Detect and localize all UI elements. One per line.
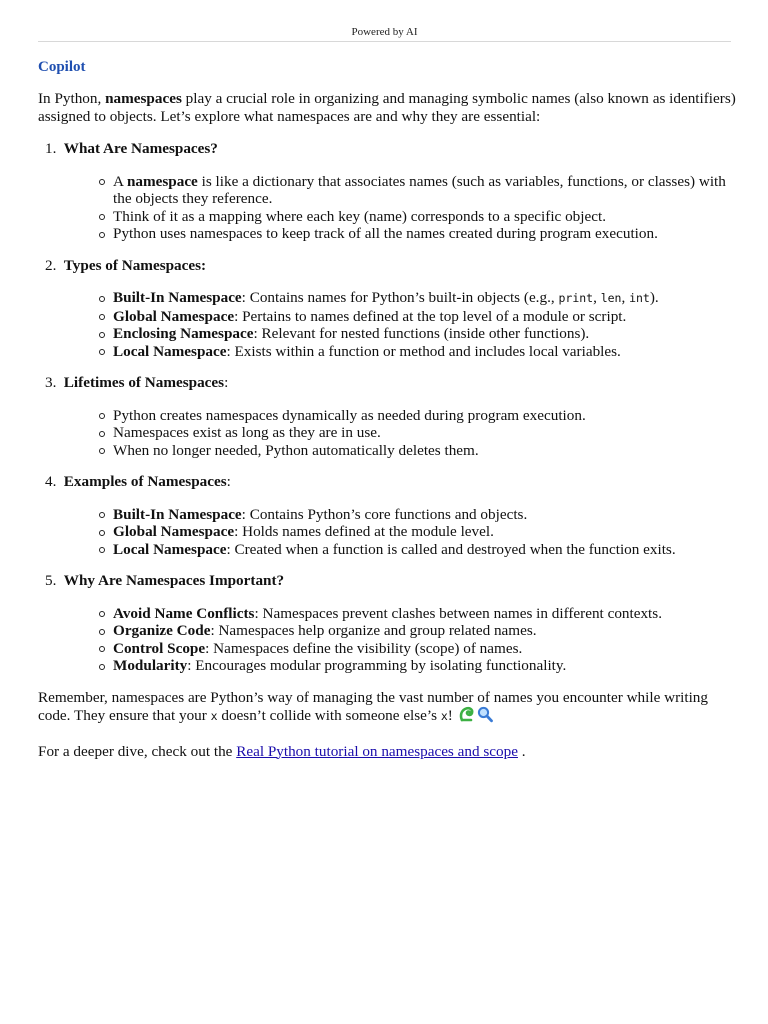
bullet-list <box>38 407 738 460</box>
bullet-text: : Contains Python’s core functions and objects. <box>241 505 528 523</box>
bullet-text: Think of it as a mapping where each key (name) corresponds to a specific object. <box>113 207 606 225</box>
bullet-text: : Holds names defined at the module level. <box>234 523 494 540</box>
bullet-term: Organize Code <box>113 622 211 639</box>
bullet-term: Local Namespace <box>113 540 227 558</box>
bullet-prefix: A <box>113 172 127 190</box>
intro-text: In Python, <box>38 90 106 107</box>
bullet-list <box>38 173 738 243</box>
response-body <box>38 58 738 775</box>
bullet-item <box>113 506 738 524</box>
powered-by-label: Powered by AI <box>351 26 418 38</box>
bullet-item <box>113 640 738 658</box>
bullet-item <box>113 657 738 675</box>
bullet-text: Python uses namespaces to keep track of all the names created during program execution. <box>113 225 658 242</box>
section-item <box>38 473 738 558</box>
section-title: What Are Namespaces? <box>63 140 218 157</box>
section-heading <box>38 140 738 158</box>
bullet-item <box>113 622 738 640</box>
section-heading <box>38 572 738 590</box>
section-title: Types of Namespaces: <box>63 256 207 274</box>
real-python-link[interactable]: Real Python tutorial on namespaces and scope <box>236 742 518 760</box>
section-title: Lifetimes of Namespaces <box>63 374 225 391</box>
section-title-suffix: : <box>226 473 231 490</box>
remember-text: doesn’t collide with someone else’s <box>217 707 441 724</box>
bullet-text: Python creates namespaces dynamically as needed during program execution. <box>113 406 586 424</box>
bullet-text: : Contains names for Python’s built-in objects (e.g., <box>241 289 559 306</box>
bullet-term: Avoid Name Conflicts <box>113 604 255 622</box>
bullet-item <box>113 605 738 623</box>
section-number: 1. <box>45 140 57 157</box>
bullet-term: Control Scope <box>113 639 206 657</box>
section-heading <box>38 257 738 275</box>
remember-text: Remember, namespaces are Python’s way of managing the vast number of names you encounter while writing code. They ensure that your <box>38 688 708 724</box>
bullet-item <box>113 208 738 226</box>
bullet-text: : Namespaces prevent clashes between names in different contexts. <box>254 604 662 622</box>
deeper-text: For a deeper dive, check out the <box>38 742 237 760</box>
section-number: 4. <box>45 473 57 490</box>
section-heading <box>38 374 738 392</box>
sections-list <box>38 140 738 675</box>
bullet-term: namespace <box>126 172 198 190</box>
bullet-term: Modularity <box>113 657 188 674</box>
section-number: 2. <box>45 256 57 274</box>
intro-text-rest: play a crucial role in organizing and managing symbolic names (also known as identifiers) assigned to objects. Let’s explore what namespaces are and why they are essential: <box>38 90 736 125</box>
bullet-item <box>113 289 738 308</box>
bullet-term: Global Namespace <box>113 523 235 540</box>
bullet-list <box>38 605 738 675</box>
section-title: Examples of Namespaces <box>63 473 227 490</box>
bullet-term: Built-In Namespace <box>113 289 242 306</box>
bullet-list <box>38 289 738 360</box>
bullet-term: Enclosing Namespace <box>113 325 254 342</box>
intro-bold: namespaces <box>105 90 182 107</box>
section-item <box>38 572 738 675</box>
magnifier-emoji-icon <box>477 706 493 728</box>
bullet-text: : Exists within a function or method and includes local variables. <box>226 342 621 360</box>
bullet-item <box>113 407 738 425</box>
intro-paragraph <box>38 90 738 125</box>
code-separator: , <box>621 289 630 306</box>
section-title-suffix: : <box>224 374 229 391</box>
deeper-dive-paragraph <box>38 743 738 761</box>
section-number: 3. <box>45 374 57 391</box>
remember-text: ! <box>447 707 457 724</box>
bullet-item <box>113 325 738 343</box>
inline-code: len <box>600 291 622 305</box>
bullet-item <box>113 442 738 460</box>
bullet-text: : Relevant for nested functions (inside other functions). <box>253 325 590 342</box>
bullet-text: : Pertains to names defined at the top level of a module or script. <box>234 307 627 325</box>
bullet-item <box>113 541 738 559</box>
bullet-term: Local Namespace <box>113 342 227 360</box>
bullet-item <box>113 343 738 361</box>
section-item <box>38 257 738 361</box>
deeper-text-end: . <box>517 742 526 760</box>
snake-emoji-icon <box>459 706 475 728</box>
bullet-text: : Namespaces define the visibility (scope) of names. <box>205 639 523 657</box>
code-x: x <box>440 709 448 723</box>
section-title: Why Are Namespaces Important? <box>63 572 285 589</box>
section-heading <box>38 473 738 491</box>
section-item <box>38 140 738 243</box>
bullet-item <box>113 424 738 442</box>
bullet-item <box>113 308 738 326</box>
bullet-text-end: ). <box>649 289 659 306</box>
bullet-term: Global Namespace <box>113 307 235 325</box>
copilot-brand: Copilot <box>38 59 86 75</box>
bullet-list <box>38 506 738 559</box>
bullet-text: When no longer needed, Python automatically deletes them. <box>113 441 479 459</box>
bullet-text: is like a dictionary that associates names (such as variables, functions, or classes) with the objects they reference. <box>113 172 726 207</box>
section-number: 5. <box>45 572 57 589</box>
section-item <box>38 374 738 459</box>
bullet-text: : Encourages modular programming by isolating functionality. <box>187 657 567 674</box>
remember-paragraph <box>38 689 738 728</box>
bullet-text: : Namespaces help organize and group related names. <box>210 622 537 639</box>
inline-code: int <box>629 291 650 305</box>
bullet-item <box>113 225 738 243</box>
code-separator: , <box>593 289 601 306</box>
header-divider <box>38 41 731 42</box>
inline-code: print <box>558 291 594 305</box>
code-x: x <box>210 709 218 723</box>
bullet-item <box>113 173 738 208</box>
bullet-term: Built-In Namespace <box>113 505 242 523</box>
bullet-text: : Created when a function is called and destroyed when the function exits. <box>226 540 676 558</box>
bullet-item <box>113 523 738 541</box>
bullet-text: Namespaces exist as long as they are in use. <box>113 424 381 441</box>
